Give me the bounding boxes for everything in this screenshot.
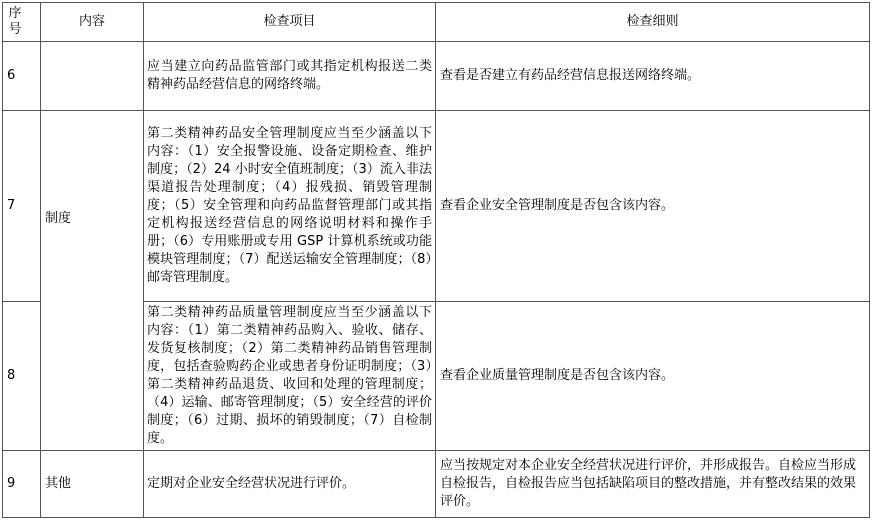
header-row: [3, 3, 870, 42]
category-cell: [41, 42, 144, 111]
category-cell: 其他: [41, 451, 144, 518]
item-cell: 定期对企业安全经营状况进行评价。: [144, 451, 436, 518]
header-rule: 检查细则: [436, 3, 870, 42]
seq-cell: 6: [3, 42, 41, 111]
header-content: 内容: [41, 3, 144, 42]
seq-cell: 7: [3, 111, 41, 302]
category-label: 制度: [45, 210, 72, 226]
rule-cell: 查看是否建立有药品经营信息报送网络终端。: [436, 42, 870, 111]
header-item: 检查项目: [144, 3, 436, 42]
seq-cell: 9: [3, 451, 41, 518]
rule-cell: 查看企业安全管理制度是否包含该内容。: [436, 111, 870, 302]
header-seq-text: 序号: [8, 6, 22, 37]
item-cell: 应当建立向药品监管部门或其指定机构报送二类精神药品经营信息的网络终端。: [144, 42, 436, 111]
table-row: [3, 451, 870, 518]
table-row: [3, 42, 870, 111]
rule-cell: 查看企业质量管理制度是否包含该内容。: [436, 302, 870, 451]
rule-cell: 应当按规定对本企业安全经营状况进行评价，并形成报告。自检应当形成自检报告，自检报告应当包括缺陷项目的整改措施，并有整改结果的效果评价。: [436, 451, 870, 518]
table-row: [3, 111, 870, 302]
category-cell: [41, 111, 144, 451]
inspection-table: [2, 2, 870, 518]
seq-cell: 8: [3, 302, 41, 451]
header-seq: [3, 3, 41, 42]
item-cell: 第二类精神药品安全管理制度应当至少涵盖以下内容：（1）安全报警设施、设备定期检查、维护制度；（2）24 小时安全值班制度；（3）流入非法渠道报告处理制度；（4）报残损、销毁管理制度；（5）安全管理和向药品监督管理部门或其指定机构报送经营信息的网络说明材料和操作手册；（6）专用账册或专用 GSP 计算机系统或功能模块管理制度；（7）配送运输安全管理制度；（8）邮寄管理制度。: [144, 111, 436, 302]
item-cell: 第二类精神药品质量管理制度应当至少涵盖以下内容：（1）第二类精神药品购入、验收、储存、发货复核制度；（2）第二类精神药品销售管理制度，包括查验购药企业或患者身份证明制度；（3）第二类精神药品退货、收回和处理的管理制度；（4）运输、邮寄管理制度；（5）安全经营的评价制度；（6）过期、损坏的销毁制度；（7）自检制度。: [144, 302, 436, 451]
